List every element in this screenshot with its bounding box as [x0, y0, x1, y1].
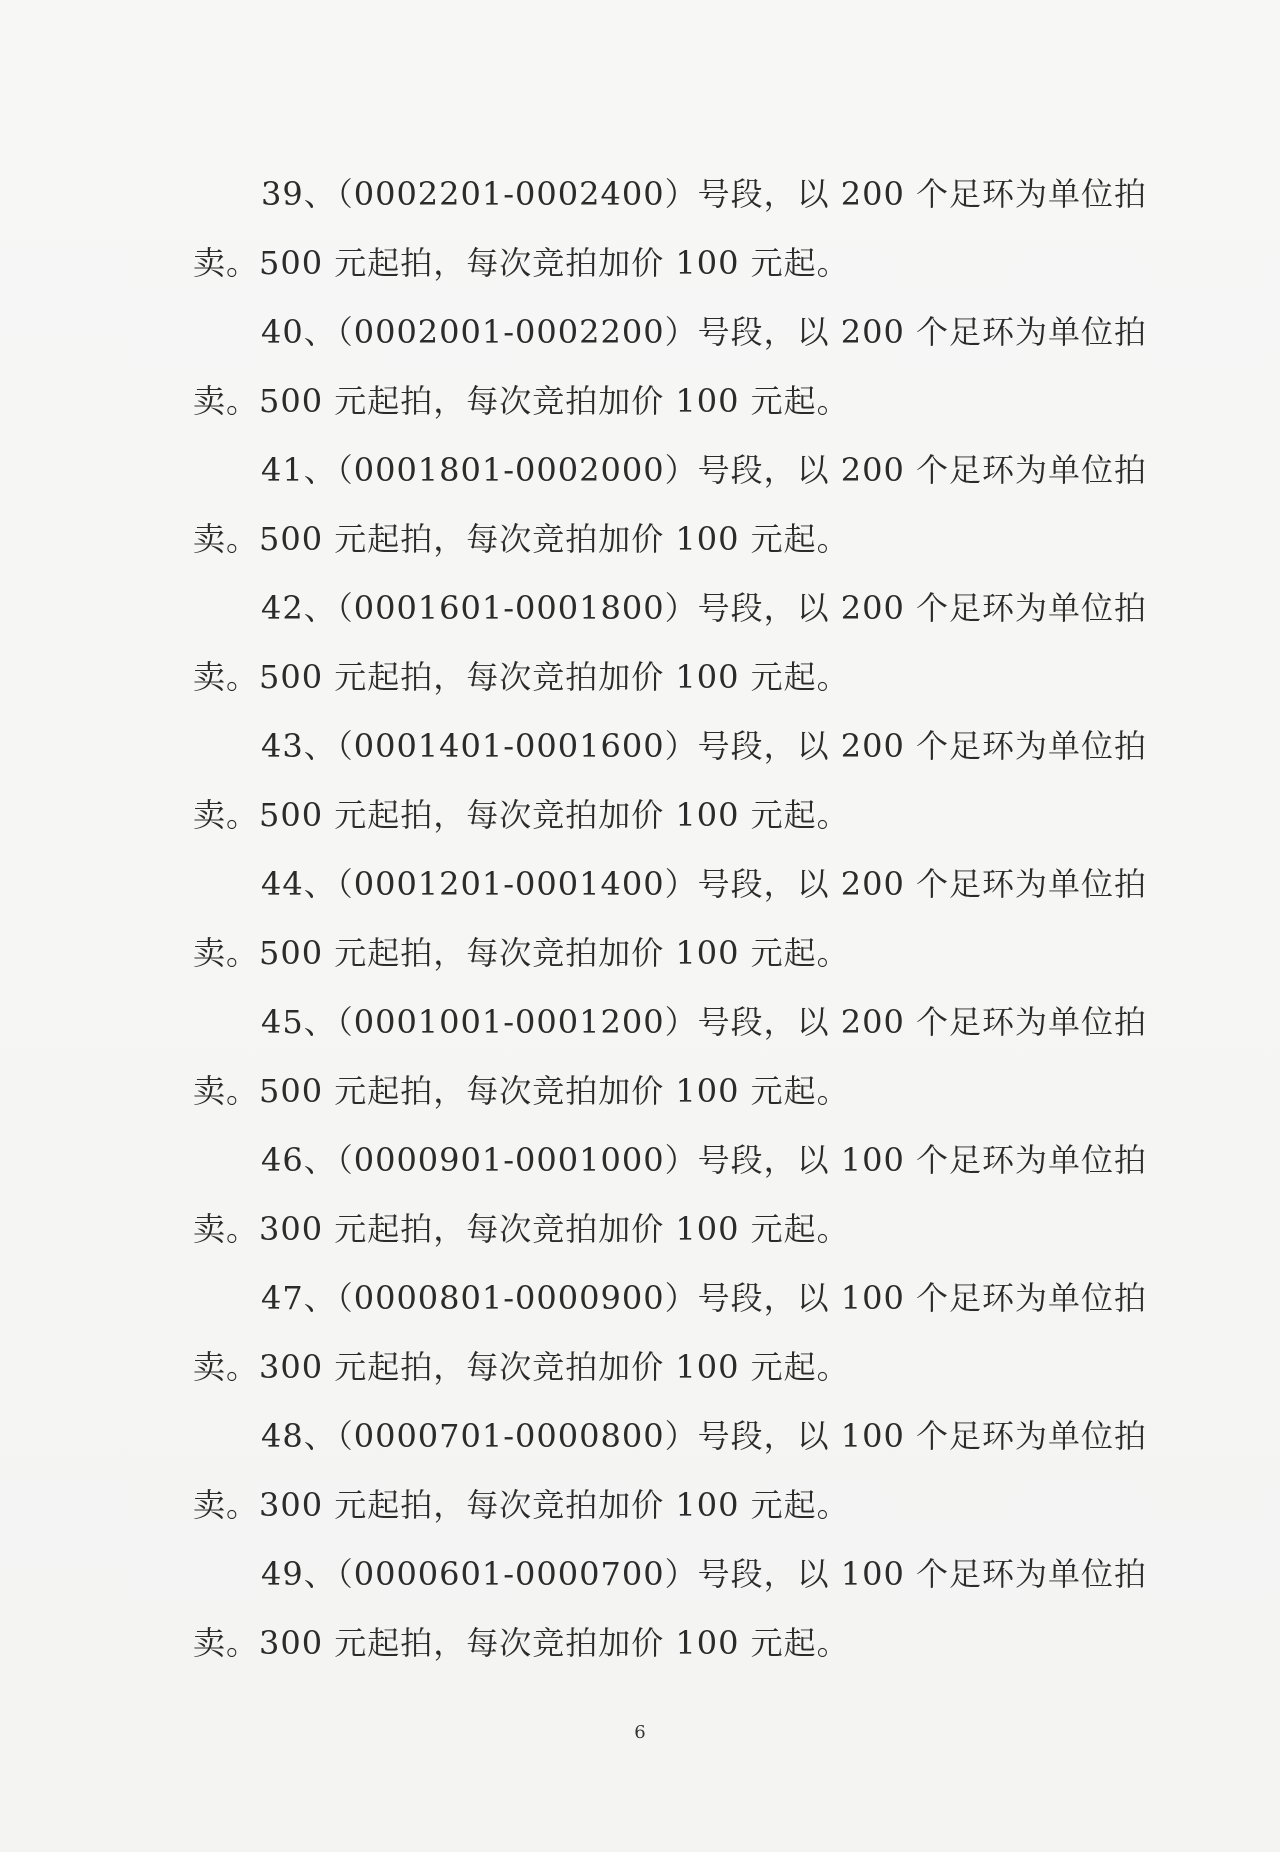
item-line-1: 40、（0002001-0002200）号段，以 200 个足环为单位拍: [261, 313, 1147, 351]
item-line-1: 44、（0001201-0001400）号段，以 200 个足环为单位拍: [261, 865, 1147, 903]
auction-item-42: [193, 574, 1147, 712]
item-line-1: 43、（0001401-0001600）号段，以 200 个足环为单位拍: [261, 727, 1147, 765]
item-line-2: 卖。500 元起拍，每次竞拍加价 100 元起。: [193, 1072, 850, 1110]
auction-item-list: [193, 160, 1147, 1678]
auction-item-47: [193, 1264, 1147, 1402]
item-line-1: 45、（0001001-0001200）号段，以 200 个足环为单位拍: [261, 1003, 1147, 1041]
item-line-2: 卖。300 元起拍，每次竞拍加价 100 元起。: [193, 1624, 850, 1662]
auction-item-45: [193, 988, 1147, 1126]
item-line-1: 46、（0000901-0001000）号段，以 100 个足环为单位拍: [261, 1141, 1147, 1179]
item-line-1: 42、（0001601-0001800）号段，以 200 个足环为单位拍: [261, 589, 1147, 627]
item-line-2: 卖。500 元起拍，每次竞拍加价 100 元起。: [193, 382, 850, 420]
auction-item-46: [193, 1126, 1147, 1264]
item-line-1: 47、（0000801-0000900）号段，以 100 个足环为单位拍: [261, 1279, 1147, 1317]
item-line-2: 卖。500 元起拍，每次竞拍加价 100 元起。: [193, 796, 850, 834]
item-line-1: 48、（0000701-0000800）号段，以 100 个足环为单位拍: [261, 1417, 1147, 1455]
item-line-1: 39、（0002201-0002400）号段，以 200 个足环为单位拍: [261, 175, 1147, 213]
item-line-2: 卖。300 元起拍，每次竞拍加价 100 元起。: [193, 1348, 850, 1386]
auction-item-40: [193, 298, 1147, 436]
item-line-2: 卖。500 元起拍，每次竞拍加价 100 元起。: [193, 520, 850, 558]
item-line-2: 卖。300 元起拍，每次竞拍加价 100 元起。: [193, 1210, 850, 1248]
item-line-1: 49、（0000601-0000700）号段，以 100 个足环为单位拍: [261, 1555, 1147, 1593]
auction-item-41: [193, 436, 1147, 574]
page-number: 6: [634, 1722, 646, 1743]
auction-item-49: [193, 1540, 1147, 1678]
item-line-2: 卖。500 元起拍，每次竞拍加价 100 元起。: [193, 934, 850, 972]
auction-item-48: [193, 1402, 1147, 1540]
item-line-2: 卖。500 元起拍，每次竞拍加价 100 元起。: [193, 244, 850, 282]
auction-item-44: [193, 850, 1147, 988]
auction-item-43: [193, 712, 1147, 850]
item-line-2: 卖。300 元起拍，每次竞拍加价 100 元起。: [193, 1486, 850, 1524]
item-line-1: 41、（0001801-0002000）号段，以 200 个足环为单位拍: [261, 451, 1147, 489]
auction-item-39: [193, 160, 1147, 298]
item-line-2: 卖。500 元起拍，每次竞拍加价 100 元起。: [193, 658, 850, 696]
